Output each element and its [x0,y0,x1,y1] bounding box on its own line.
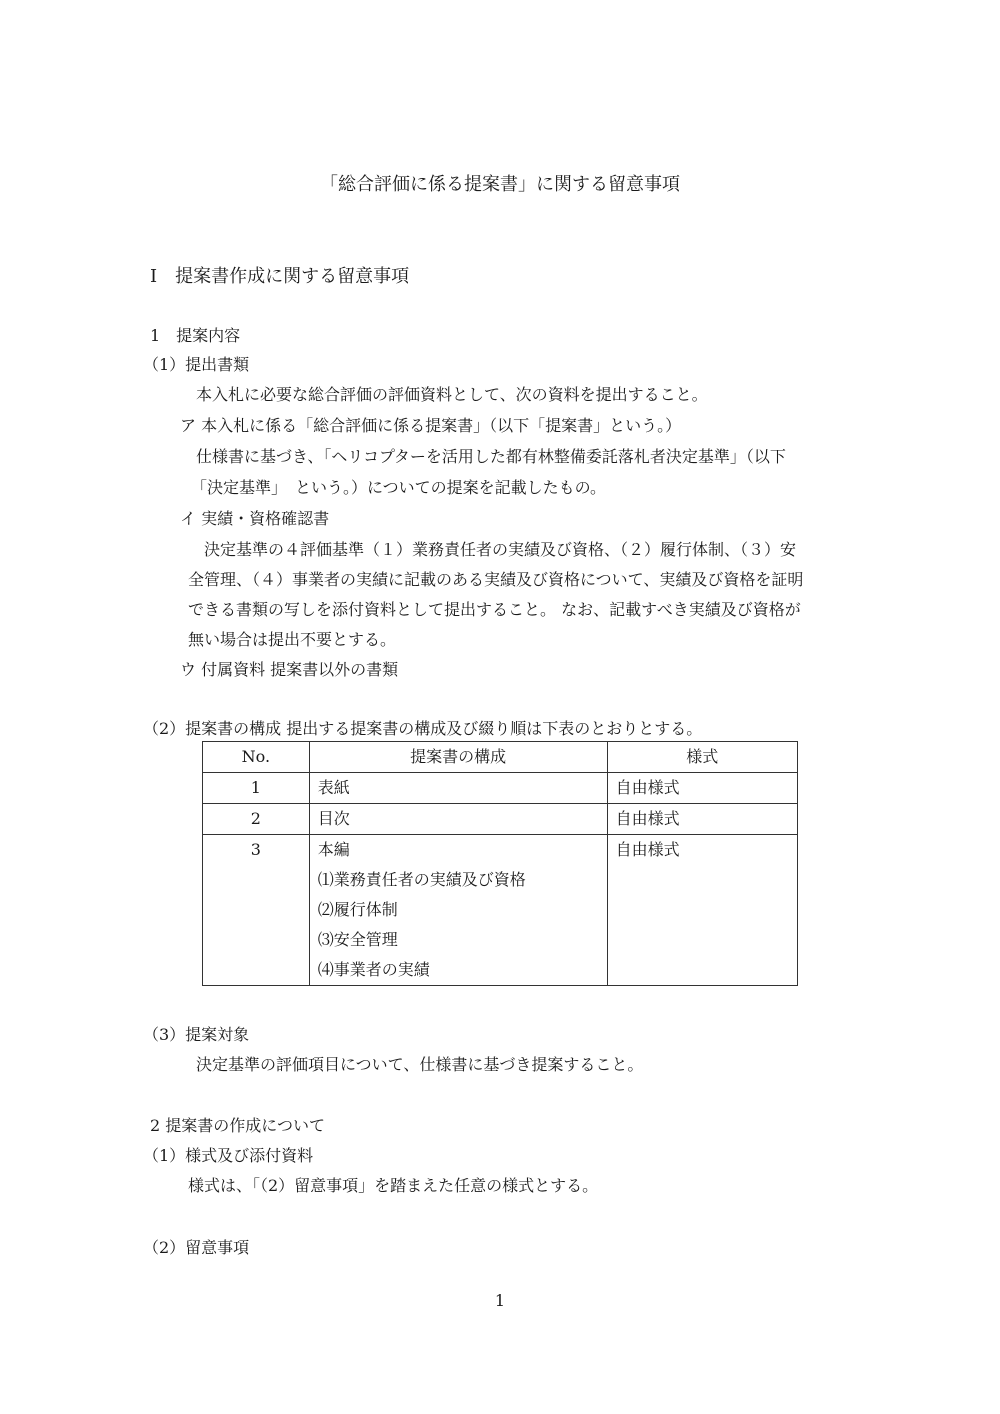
table-header-style: 様式 [607,742,797,773]
document-title: 「総合評価に係る提案書」に関する留意事項 [320,174,680,195]
table-cell-no: 2 [203,804,310,835]
table-header-no: No. [203,742,310,773]
item1-heading: 1 提案内容 [150,326,241,345]
table-cell-style: 自由様式 [607,835,797,986]
composition-line: ⑶安全管理 [317,930,398,949]
item-i-line: 全管理、（４）事業者の実績に記載のある実績及び資格について、実績及び資格を証明 [188,570,804,589]
item-a-line: 「決定基準」 という。）についての提案を記載したもの。 [191,478,607,497]
sub2-heading: （2）提案書の構成 提出する提案書の構成及び綴り順は下表のとおりとする。 [143,719,703,738]
item-i-line: 無い場合は提出不要とする。 [188,630,397,649]
page-number: 1 [494,1291,506,1310]
table-header-row [203,742,798,773]
table-header-composition: 提案書の構成 [309,742,607,773]
item2-sub2-heading: （2）留意事項 [143,1238,250,1257]
table-row [203,804,798,835]
sub1-heading: （1）提出書類 [143,355,250,374]
table-row [203,773,798,804]
item2-sub1-body: 様式は、「（2）留意事項」を踏まえた任意の様式とする。 [188,1176,599,1195]
composition-line: ⑴業務責任者の実績及び資格 [317,870,526,889]
item-a-heading: ア 本入札に係る「総合評価に係る提案書」（以下「提案書」という。） [180,416,682,435]
composition-line: 本編 [317,840,350,859]
table-cell-style: 自由様式 [607,773,797,804]
item-i-line: できる書類の写しを添付資料として提出すること。 なお、記載すべき実績及び資格が [188,600,801,619]
item2-heading: 2 提案書の作成について [150,1116,325,1135]
composition-line: ⑷事業者の実績 [317,960,430,979]
item-i-heading: イ 実績・資格確認書 [180,509,330,528]
item-u-heading: ウ 付属資料 提案書以外の書類 [180,660,399,679]
table-row [203,835,798,986]
table-cell-no: 1 [203,773,310,804]
table-cell-composition: 目次 [309,804,607,835]
item-i-line: 決定基準の４評価基準（１）業務責任者の実績及び資格、（２）履行体制、（３）安 [204,540,797,559]
table-cell-style: 自由様式 [607,804,797,835]
table-cell-composition: 表紙 [309,773,607,804]
sub1-intro: 本入札に必要な総合評価の評価資料として、次の資料を提出すること。 [196,385,708,404]
item-a-line: 仕様書に基づき、「ヘリコプターを活用した都有林整備委託落札者決定基準」（以下 [196,447,786,466]
section-heading: Ⅰ 提案書作成に関する留意事項 [150,266,410,287]
sub3-heading: （3）提案対象 [143,1025,250,1044]
table-cell-composition [309,835,607,986]
item2-sub1-heading: （1）様式及び添付資料 [143,1146,314,1165]
composition-line: ⑵履行体制 [317,900,398,919]
table-cell-no: 3 [203,835,310,986]
composition-table [202,741,798,986]
sub3-body: 決定基準の評価項目について、仕様書に基づき提案すること。 [196,1055,644,1074]
